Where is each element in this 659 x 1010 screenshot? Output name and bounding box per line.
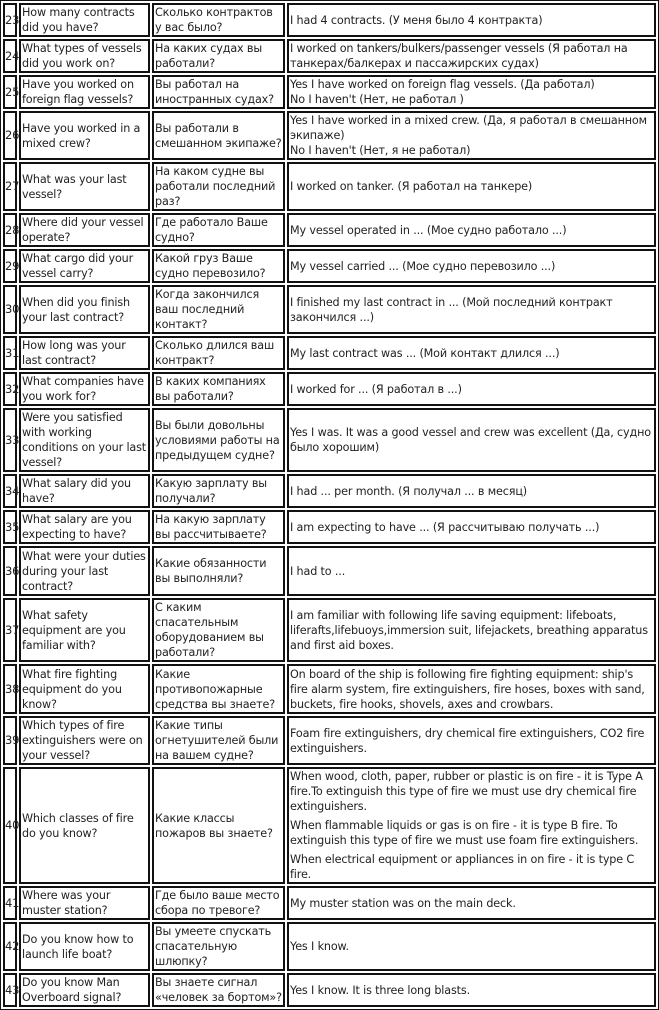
answer-cell	[287, 886, 656, 920]
table-row	[3, 111, 656, 160]
row-number: 41	[3, 886, 17, 920]
question-english: Were you satisfied with working conditions on your last vessel?	[19, 408, 150, 472]
question-russian: Какие классы пожаров вы знаете?	[152, 767, 285, 884]
answer-text: No I haven't (Нет, я не работал)	[290, 144, 471, 157]
answer-text: My vessel operated in ... (Мое судно работало ...)	[290, 223, 567, 237]
answer-cell	[287, 3, 656, 37]
answer-text: I worked on tankers/bulkers/passenger vessels (Я работал на танкерах/балкерах и пассажирских судах)	[290, 42, 628, 70]
question-english: Which types of fire extinguishers were on your vessel?	[19, 716, 150, 765]
row-number: 26	[3, 111, 17, 160]
question-russian: На какую зарплату вы рассчитываете?	[152, 510, 285, 544]
table-row	[3, 162, 656, 211]
question-russian: Какую зарплату вы получали?	[152, 474, 285, 508]
row-number: 24	[3, 39, 17, 73]
question-english: What safety equipment are you familiar with?	[19, 598, 150, 662]
answer-cell	[287, 75, 656, 109]
question-russian: Сколько длился ваш контракт?	[152, 336, 285, 370]
table-row	[3, 39, 656, 73]
answer-text: Yes I was. It was a good vessel and crew was excellent (Да, судно было хорошим)	[290, 426, 651, 454]
question-english: How many contracts did you have?	[19, 3, 150, 37]
row-number: 40	[3, 767, 17, 884]
question-russian: Какие обязанности вы выполняли?	[152, 546, 285, 596]
answer-cell	[287, 213, 656, 247]
question-english: What were your duties during your last contract?	[19, 546, 150, 596]
row-number: 38	[3, 664, 17, 714]
question-russian: Когда закончился ваш последний контакт?	[152, 285, 285, 334]
table-row	[3, 922, 656, 971]
answer-cell	[287, 598, 656, 662]
answer-text: Foam fire extinguishers, dry chemical fire extinguishers, CO2 fire extinguishers.	[290, 726, 645, 755]
question-english: What cargo did your vessel carry?	[19, 249, 150, 283]
answer-text: Yes I know.	[290, 940, 349, 953]
question-russian: Какие противопожарные средства вы знаете?	[152, 664, 285, 714]
question-russian: На каком судне вы работали последний раз?	[152, 162, 285, 211]
answer-cell	[287, 716, 656, 765]
answer-text: When flammable liquids or gas is on fire - it is type B fire. To extinguish this type of fire we must use foam fire extinguishers.	[290, 819, 639, 847]
table-row	[3, 474, 656, 508]
answer-cell	[287, 249, 656, 283]
table-row	[3, 372, 656, 406]
question-english: Have you worked on foreign flag vessels?	[19, 75, 150, 109]
table-row	[3, 510, 656, 544]
table-row	[3, 664, 656, 714]
row-number: 29	[3, 249, 17, 283]
question-english: Do you know Man Overboard signal?	[19, 973, 150, 1007]
answer-cell	[287, 973, 656, 1007]
question-russian: Сколько контрактов у вас было?	[152, 3, 285, 37]
answer-text: I finished my last contract in ... (Мой последний контракт закончился ...)	[290, 295, 613, 324]
table-row	[3, 546, 656, 596]
question-russian: С каким спасательным оборудованием вы работали?	[152, 598, 285, 662]
answer-text: I worked on tanker. (Я работал на танкере)	[290, 180, 533, 193]
answer-text: I worked for ... (Я работал в ...)	[290, 382, 462, 396]
row-number: 35	[3, 510, 17, 544]
answer-text: When electrical equipment or appliances in on fire - it is type C fire.	[290, 853, 635, 881]
question-english: Where was your muster station?	[19, 886, 150, 920]
answer-text: Yes I have worked on foreign flag vessels. (Да работал)	[290, 78, 595, 91]
question-english: How long was your last contract?	[19, 336, 150, 370]
answer-text: I had ... per month. (Я получал ... в месяц)	[290, 484, 528, 498]
answer-text: I had 4 contracts. (У меня было 4 контракта)	[290, 13, 543, 27]
answer-text: Yes I know. It is three long blasts.	[290, 983, 470, 997]
answer-text: When wood, cloth, paper, rubber or plastic is on fire - it is Type A fire.To extinguish this type of fire we must use dry chemical fire extinguishers.	[290, 770, 643, 813]
answer-text: On board of the ship is following fire fighting equipment: ship's fire alarm system, fire extinguishers, fire hoses, boxes with sand, buckets, fire hooks, shovels, axes and crowbars.	[290, 667, 645, 711]
row-number: 34	[3, 474, 17, 508]
answer-text: Yes I have worked in a mixed crew. (Да, я работал в смешанном экипаже)	[290, 114, 647, 142]
table-row	[3, 213, 656, 247]
question-english: Where did your vessel operate?	[19, 213, 150, 247]
answer-cell	[287, 111, 656, 160]
question-english: What companies have you work for?	[19, 372, 150, 406]
table-row	[3, 716, 656, 765]
row-number: 23	[3, 3, 17, 37]
answer-cell	[287, 510, 656, 544]
answer-text: I am expecting to have ... (Я рассчитываю получать ...)	[290, 520, 600, 534]
row-number: 39	[3, 716, 17, 765]
row-number: 25	[3, 75, 17, 109]
table-row	[3, 886, 656, 920]
table-row	[3, 767, 656, 884]
question-english: What fire fighting equipment do you know?	[19, 664, 150, 714]
answer-cell	[287, 546, 656, 596]
answer-text: My last contract was ... (Мой контакт длился ...)	[290, 346, 560, 360]
answer-cell	[287, 922, 656, 971]
table-row	[3, 3, 656, 37]
question-russian: Где работало Ваше судно?	[152, 213, 285, 247]
question-russian: Вы умеете спускать спасательную шлюпку?	[152, 922, 285, 971]
row-number: 43	[3, 973, 17, 1007]
row-number: 28	[3, 213, 17, 247]
answer-cell	[287, 39, 656, 73]
question-english: When did you finish your last contract?	[19, 285, 150, 334]
question-english: What salary are you expecting to have?	[19, 510, 150, 544]
table-row	[3, 598, 656, 662]
answer-cell	[287, 162, 656, 211]
row-number: 27	[3, 162, 17, 211]
question-russian: В каких компаниях вы работали?	[152, 372, 285, 406]
answer-text: My vessel carried ... (Мое судно перевозило ...)	[290, 259, 556, 273]
row-number: 31	[3, 336, 17, 370]
answer-text: My muster station was on the main deck.	[290, 896, 516, 910]
table-row	[3, 408, 656, 472]
row-number: 42	[3, 922, 17, 971]
question-english: What salary did you have?	[19, 474, 150, 508]
row-number: 32	[3, 372, 17, 406]
answer-cell	[287, 474, 656, 508]
question-russian: Вы знаете сигнал «человек за бортом»?	[152, 973, 285, 1007]
answer-text: I am familiar with following life saving equipment: lifeboats, liferafts,lifebuoys,immersion suit, lifejackets, breathing apparatus and first aid boxes.	[290, 608, 648, 652]
question-russian: Вы были довольны условиями работы на предыдущем судне?	[152, 408, 285, 472]
question-russian: Вы работал на иностранных судах?	[152, 75, 285, 109]
row-number: 36	[3, 546, 17, 596]
question-russian: Какой груз Ваше судно перевозило?	[152, 249, 285, 283]
question-english: Have you worked in a mixed crew?	[19, 111, 150, 160]
question-english: What types of vessels did you work on?	[19, 39, 150, 73]
answer-text: I had to ...	[290, 564, 346, 578]
question-english: What was your last vessel?	[19, 162, 150, 211]
answer-cell	[287, 372, 656, 406]
question-english: Do you know how to launch life boat?	[19, 922, 150, 971]
question-russian: На каких судах вы работали?	[152, 39, 285, 73]
row-number: 37	[3, 598, 17, 662]
question-russian: Вы работали в смешанном экипаже?	[152, 111, 285, 160]
answer-cell	[287, 408, 656, 472]
answer-cell	[287, 285, 656, 334]
row-number: 30	[3, 285, 17, 334]
table-row	[3, 285, 656, 334]
answer-cell	[287, 767, 656, 884]
answer-text: No I haven't (Нет, не работал )	[290, 93, 464, 106]
answer-cell	[287, 336, 656, 370]
answer-cell	[287, 664, 656, 714]
table-row	[3, 249, 656, 283]
table-row	[3, 336, 656, 370]
question-english: Which classes of fire do you know?	[19, 767, 150, 884]
question-russian: Какие типы огнетушителей были на вашем судне?	[152, 716, 285, 765]
table-row	[3, 75, 656, 109]
table-row	[3, 973, 656, 1007]
row-number: 33	[3, 408, 17, 472]
question-russian: Где было ваше место сбора по тревоге?	[152, 886, 285, 920]
